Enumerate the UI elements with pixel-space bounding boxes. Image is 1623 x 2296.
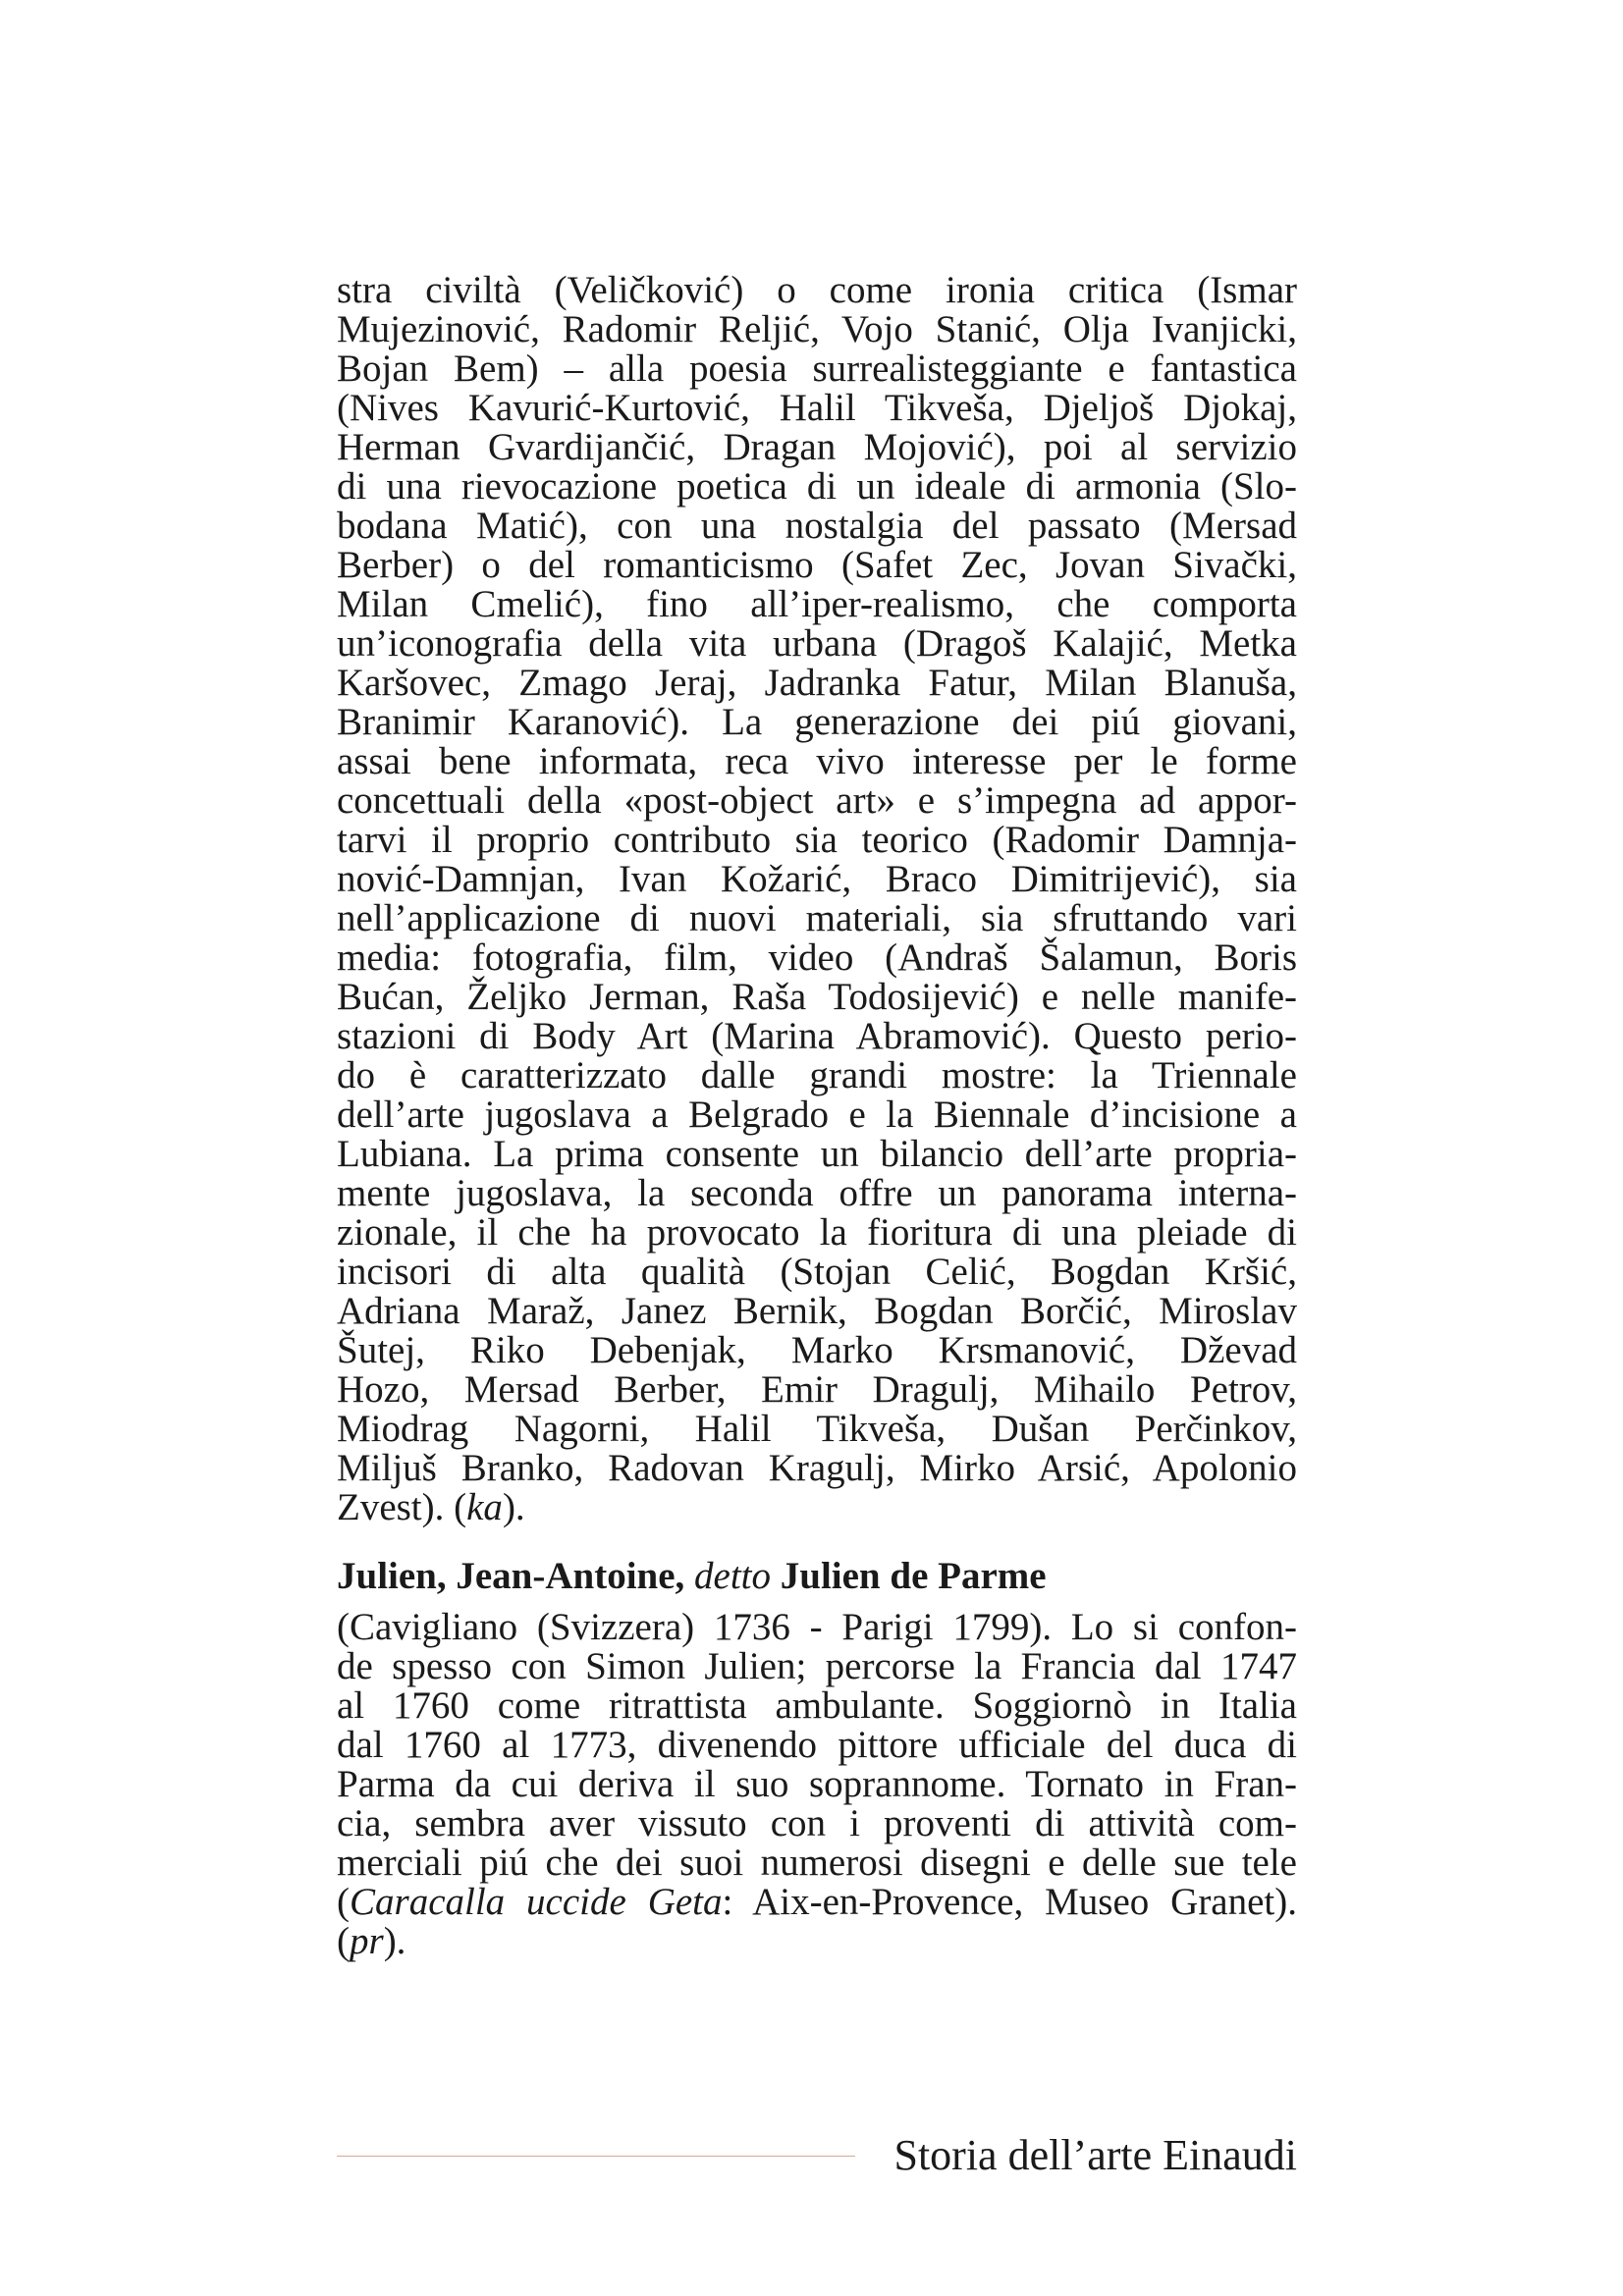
entry-detto: detto	[694, 1555, 772, 1597]
text-line: nell’applicazione di nuovi materiali, sia sfruttando vari	[337, 897, 1297, 939]
text-line: Hozo, Mersad Berber, Emir Dragulj, Mihailo Petrov,	[337, 1368, 1297, 1411]
text-line: dell’arte jugoslava a Belgrado e la Biennale d’incisione a	[337, 1094, 1297, 1136]
text-line: Lubiana. La prima consente un bilancio dell’arte propria-	[337, 1133, 1297, 1175]
text-fragment: (	[337, 1920, 350, 1962]
text-line: tarvi il proprio contributo sia teorico (Radomir Damnja-	[337, 819, 1297, 861]
entry-alias: Julien de Parme	[780, 1555, 1047, 1597]
text-line: Branimir Karanović). La generazione dei piú giovani,	[337, 701, 1297, 743]
entry-heading	[337, 1555, 1297, 1598]
text-line: Berber) o del romanticismo (Safet Zec, Jovan Sivački,	[337, 544, 1297, 586]
body-text	[337, 271, 1297, 1527]
text-fragment: ).	[502, 1486, 525, 1528]
text-line: mente jugoslava, la seconda offre un panorama interna-	[337, 1172, 1297, 1214]
page-text	[337, 271, 1297, 1961]
text-line: Šutej, Riko Debenjak, Marko Krsmanović, Dževad	[337, 1329, 1297, 1371]
text-line: stra civiltà (Veličković) o come ironia critica (Ismar	[337, 269, 1297, 311]
text-line: merciali piú che dei suoi numerosi disegni e delle sue tele	[337, 1842, 1297, 1884]
text-line: un’iconografia della vita urbana (Dragoš Kalajić, Metka	[337, 622, 1297, 665]
footer-title: Storia dell’arte Einaudi	[893, 2131, 1297, 2179]
footer-rule	[337, 2156, 855, 2157]
text-line: Miodrag Nagorni, Halil Tikveša, Dušan Perčinkov,	[337, 1408, 1297, 1450]
text-line: Bojan Bem) – alla poesia surrealisteggiante e fantastica	[337, 347, 1297, 390]
text-line: Adriana Maraž, Janez Bernik, Bogdan Borčić, Miroslav	[337, 1290, 1297, 1332]
text-line: stazioni di Body Art (Marina Abramović). Questo perio-	[337, 1015, 1297, 1057]
text-line-last	[337, 1922, 1297, 1961]
text-fragment: ).	[383, 1920, 406, 1962]
text-line: de spesso con Simon Julien; percorse la Francia dal 1747	[337, 1645, 1297, 1687]
text-line: (Caracalla uccide Geta: Aix-en-Provence, Museo Granet).	[337, 1881, 1297, 1923]
text-line: Karšovec, Zmago Jeraj, Jadranka Fatur, Milan Blanuša,	[337, 662, 1297, 704]
text-line: al 1760 come ritrattista ambulante. Soggiornò in Italia	[337, 1684, 1297, 1727]
text-line: (Nives Kavurić-Kurtović, Halil Tikveša, Djeljoš Djokaj,	[337, 387, 1297, 429]
author-initials: ka	[466, 1486, 503, 1528]
text-line: Mujezinović, Radomir Reljić, Vojo Stanić, Olja Ivanjicki,	[337, 308, 1297, 350]
text-line: concettuali della «post-object art» e s’impegna ad appor-	[337, 779, 1297, 822]
entry-body	[337, 1608, 1297, 1961]
text-line: di una rievocazione poetica di un ideale di armonia (Slo-	[337, 465, 1297, 507]
entry-name: Julien, Jean-Antoine,	[337, 1555, 685, 1597]
text-line: (Cavigliano (Svizzera) 1736 - Parigi 1799). Lo si confon-	[337, 1606, 1297, 1648]
text-fragment: Zvest). (	[337, 1486, 467, 1528]
text-line: Herman Gvardijančić, Dragan Mojović), poi al servizio	[337, 426, 1297, 468]
work-title: Caracalla uccide Geta	[350, 1881, 723, 1923]
text-fragment: : Aix-en-Provence, Museo Granet).	[722, 1881, 1297, 1923]
text-line: media: fotografia, film, video (Andraš Šalamun, Boris	[337, 936, 1297, 979]
text-line: bodana Matić), con una nostalgia del passato (Mersad	[337, 505, 1297, 547]
text-line: Parma da cui deriva il suo soprannome. Tornato in Fran-	[337, 1763, 1297, 1805]
text-line: Bućan, Željko Jerman, Raša Todosijević) e nelle manife-	[337, 976, 1297, 1018]
text-line: assai bene informata, reca vivo interesse per le forme	[337, 740, 1297, 782]
author-initials: pr	[350, 1920, 384, 1962]
text-line: cia, sembra aver vissuto con i proventi di attività com-	[337, 1802, 1297, 1844]
text-line: dal 1760 al 1773, divenendo pittore ufficiale del duca di	[337, 1724, 1297, 1766]
text-line: Milan Cmelić), fino all’iper-realismo, che comporta	[337, 583, 1297, 625]
page-footer	[337, 2128, 1297, 2187]
text-line: zionale, il che ha provocato la fioritura di una pleiade di	[337, 1211, 1297, 1254]
text-line: Miljuš Branko, Radovan Kragulj, Mirko Arsić, Apolonio	[337, 1447, 1297, 1489]
text-line: incisori di alta qualità (Stojan Celić, Bogdan Kršić,	[337, 1251, 1297, 1293]
text-line: nović-Damnjan, Ivan Kožarić, Braco Dimitrijević), sia	[337, 858, 1297, 900]
text-line: do è caratterizzato dalle grandi mostre: la Triennale	[337, 1054, 1297, 1096]
text-line-last	[337, 1488, 1297, 1527]
